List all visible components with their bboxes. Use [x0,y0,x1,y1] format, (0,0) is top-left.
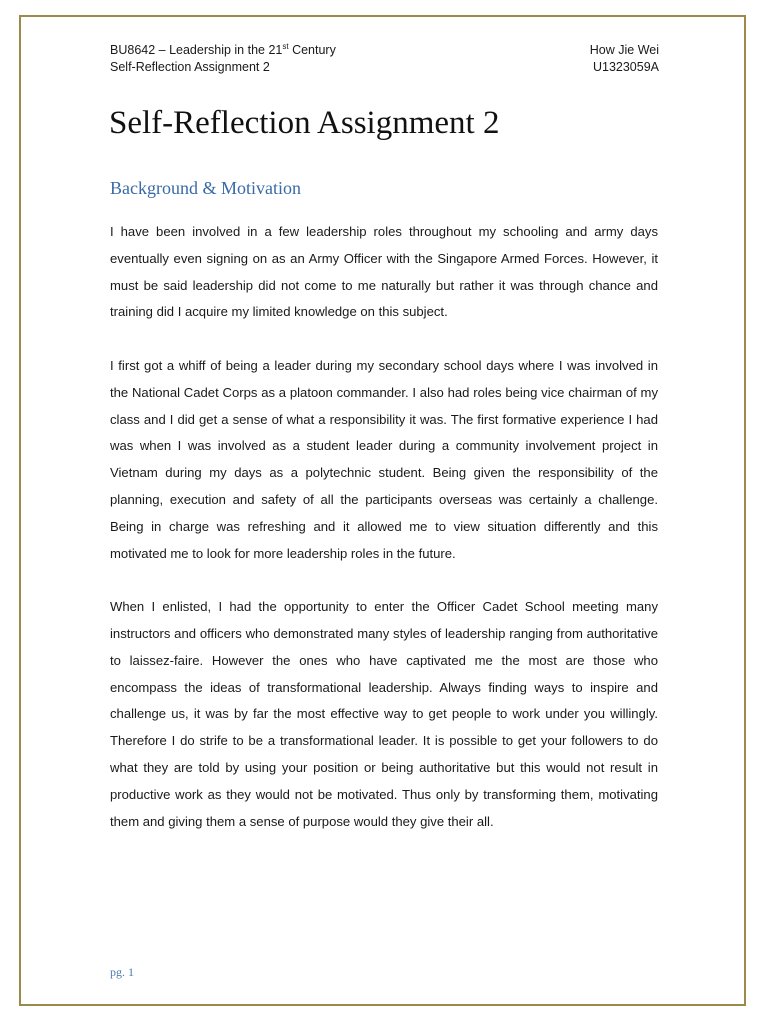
header-row-1 [110,42,659,59]
document-title: Self-Reflection Assignment 2 [109,105,500,141]
page-header [110,42,659,76]
section-heading: Background & Motivation [110,178,301,198]
course-title-superscript: st [282,41,289,51]
student-id: U1323059A [592,60,659,74]
body-text [110,219,658,862]
page-number: pg. 1 [110,965,134,979]
author-name: How Jie Wei [589,43,659,57]
course-title: BU8642 – Leadership in the 21st Century [110,41,336,57]
paragraph-1: I have been involved in a few leadership roles throughout my schooling and army days eventually even signing on as an Army Officer with the Singapore Armed Forces. However, it must be said leadership did not come to me naturally but rather it was through chance and training did I acquire my limited knowledge on this subject. [110,224,658,320]
paragraph-3: When I enlisted, I had the opportunity to enter the Officer Cadet School meeting many instructors and officers who demonstrated many styles of leadership ranging from authoritative to laissez-faire. However the ones who have captivated me the most are those who encompass the ideas of transformational leadership. Always finding ways to inspire and challenge us, it was by far the most effective way to get people to work under you willingly. Therefore I do strife to be a transformational leader. It is possible to get your followers to do what they are told by using your position or being authoritative but this would not result in productive work as they would not be motivated. Thus only by transforming them, motivating them and giving them a sense of purpose would they give their all. [110,599,658,829]
paragraph-2: I first got a whiff of being a leader during my secondary school days where I was involved in the National Cadet Corps as a platoon commander. I also had roles being vice chairman of my class and I did get a sense of what a responsibility it was. The first formative experience I had was when I was involved as a student leader during a community involvement project in Vietnam during my days as a polytechnic student. Being given the responsibility of the planning, execution and safety of all the participants overseas was certainly a challenge. Being in charge was refreshing and it allowed me to view situation differently and this motivated me to look for more leadership roles in the future. [110,357,658,561]
document-label: Self-Reflection Assignment 2 [110,60,270,74]
header-row-2 [110,59,659,76]
